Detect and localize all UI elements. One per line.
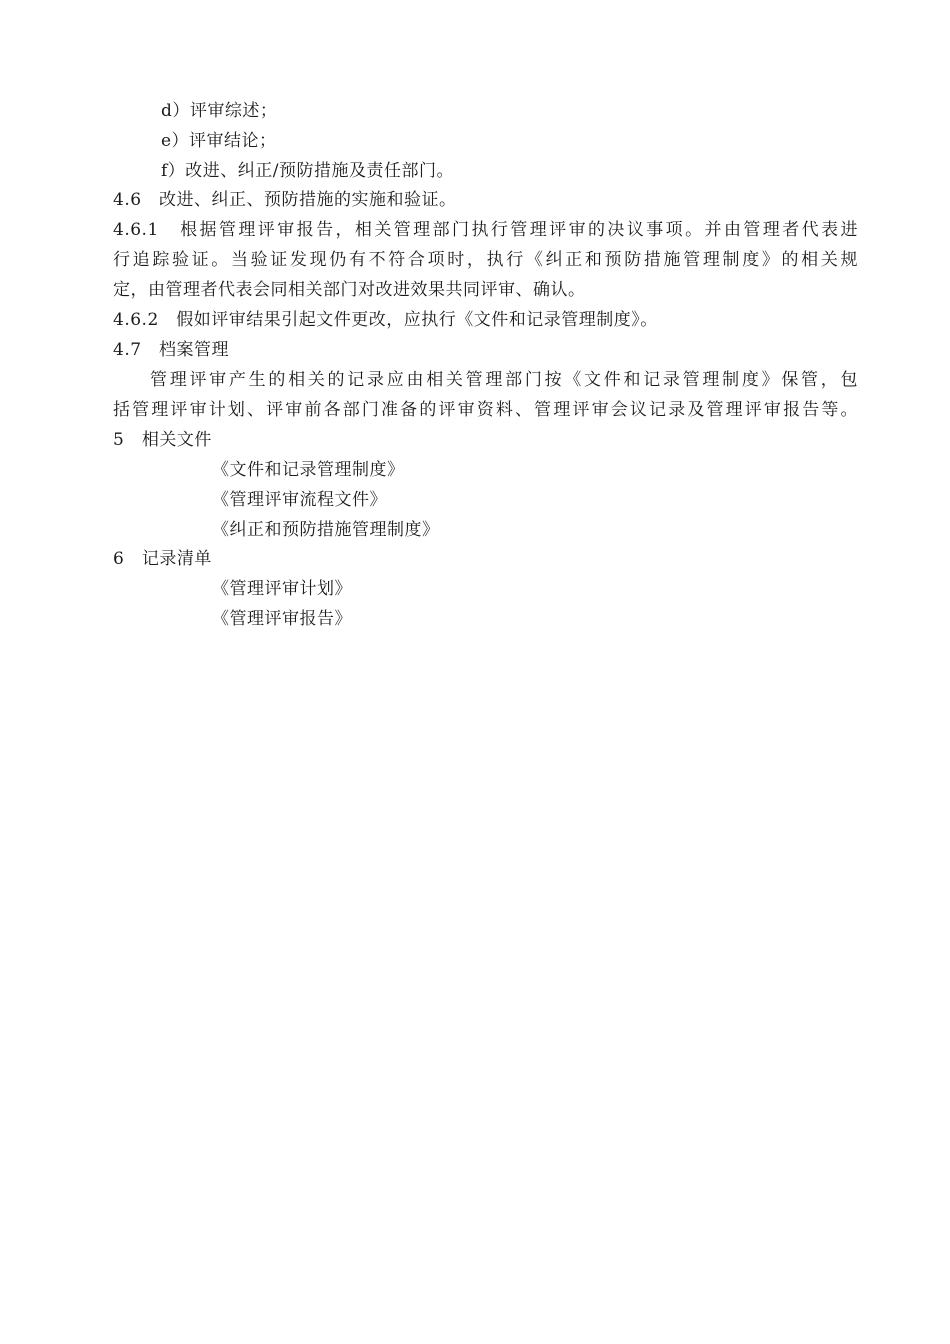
section-4-6-1-line-2: 行追踪验证。当验证发现仍有不符合项时，执行《纠正和预防措施管理制度》的相关规 [113,250,858,270]
record-1: 《管理评审计划》 [212,579,352,599]
related-doc-3: 《纠正和预防措施管理制度》 [212,520,440,540]
section-4-7-heading: 4.7 档案管理 [113,340,230,360]
section-4-7-paragraph-line-1: 管理评审产生的相关的记录应由相关管理部门按《文件和记录管理制度》保管，包 [150,370,858,390]
list-item-f: f）改进、纠正/预防措施及责任部门。 [161,161,455,181]
section-5-heading: 5 相关文件 [113,430,212,450]
related-doc-2: 《管理评审流程文件》 [212,490,387,510]
related-doc-1: 《文件和记录管理制度》 [212,460,405,480]
list-item-e: e）评审结论； [161,131,277,151]
section-4-6-2: 4.6.2 假如评审结果引起文件更改，应执行《文件和记录管理制度》。 [113,310,658,330]
record-2: 《管理评审报告》 [212,609,352,629]
section-4-7-paragraph-line-2: 括管理评审计划、评审前各部门准备的评审资料、管理评审会议记录及管理评审报告等。 [113,400,858,420]
list-item-d: d）评审综述； [161,101,278,121]
section-4-6-1-line-3: 定，由管理者代表会同相关部门对改进效果共同评审、确认。 [113,280,586,300]
section-6-heading: 6 记录清单 [113,549,212,569]
section-4-6-1-line-1: 4.6.1 根据管理评审报告，相关管理部门执行管理评审的决议事项。并由管理者代表进 [113,220,858,240]
section-4-6-heading: 4.6 改进、纠正、预防措施的实施和验证。 [113,190,457,210]
